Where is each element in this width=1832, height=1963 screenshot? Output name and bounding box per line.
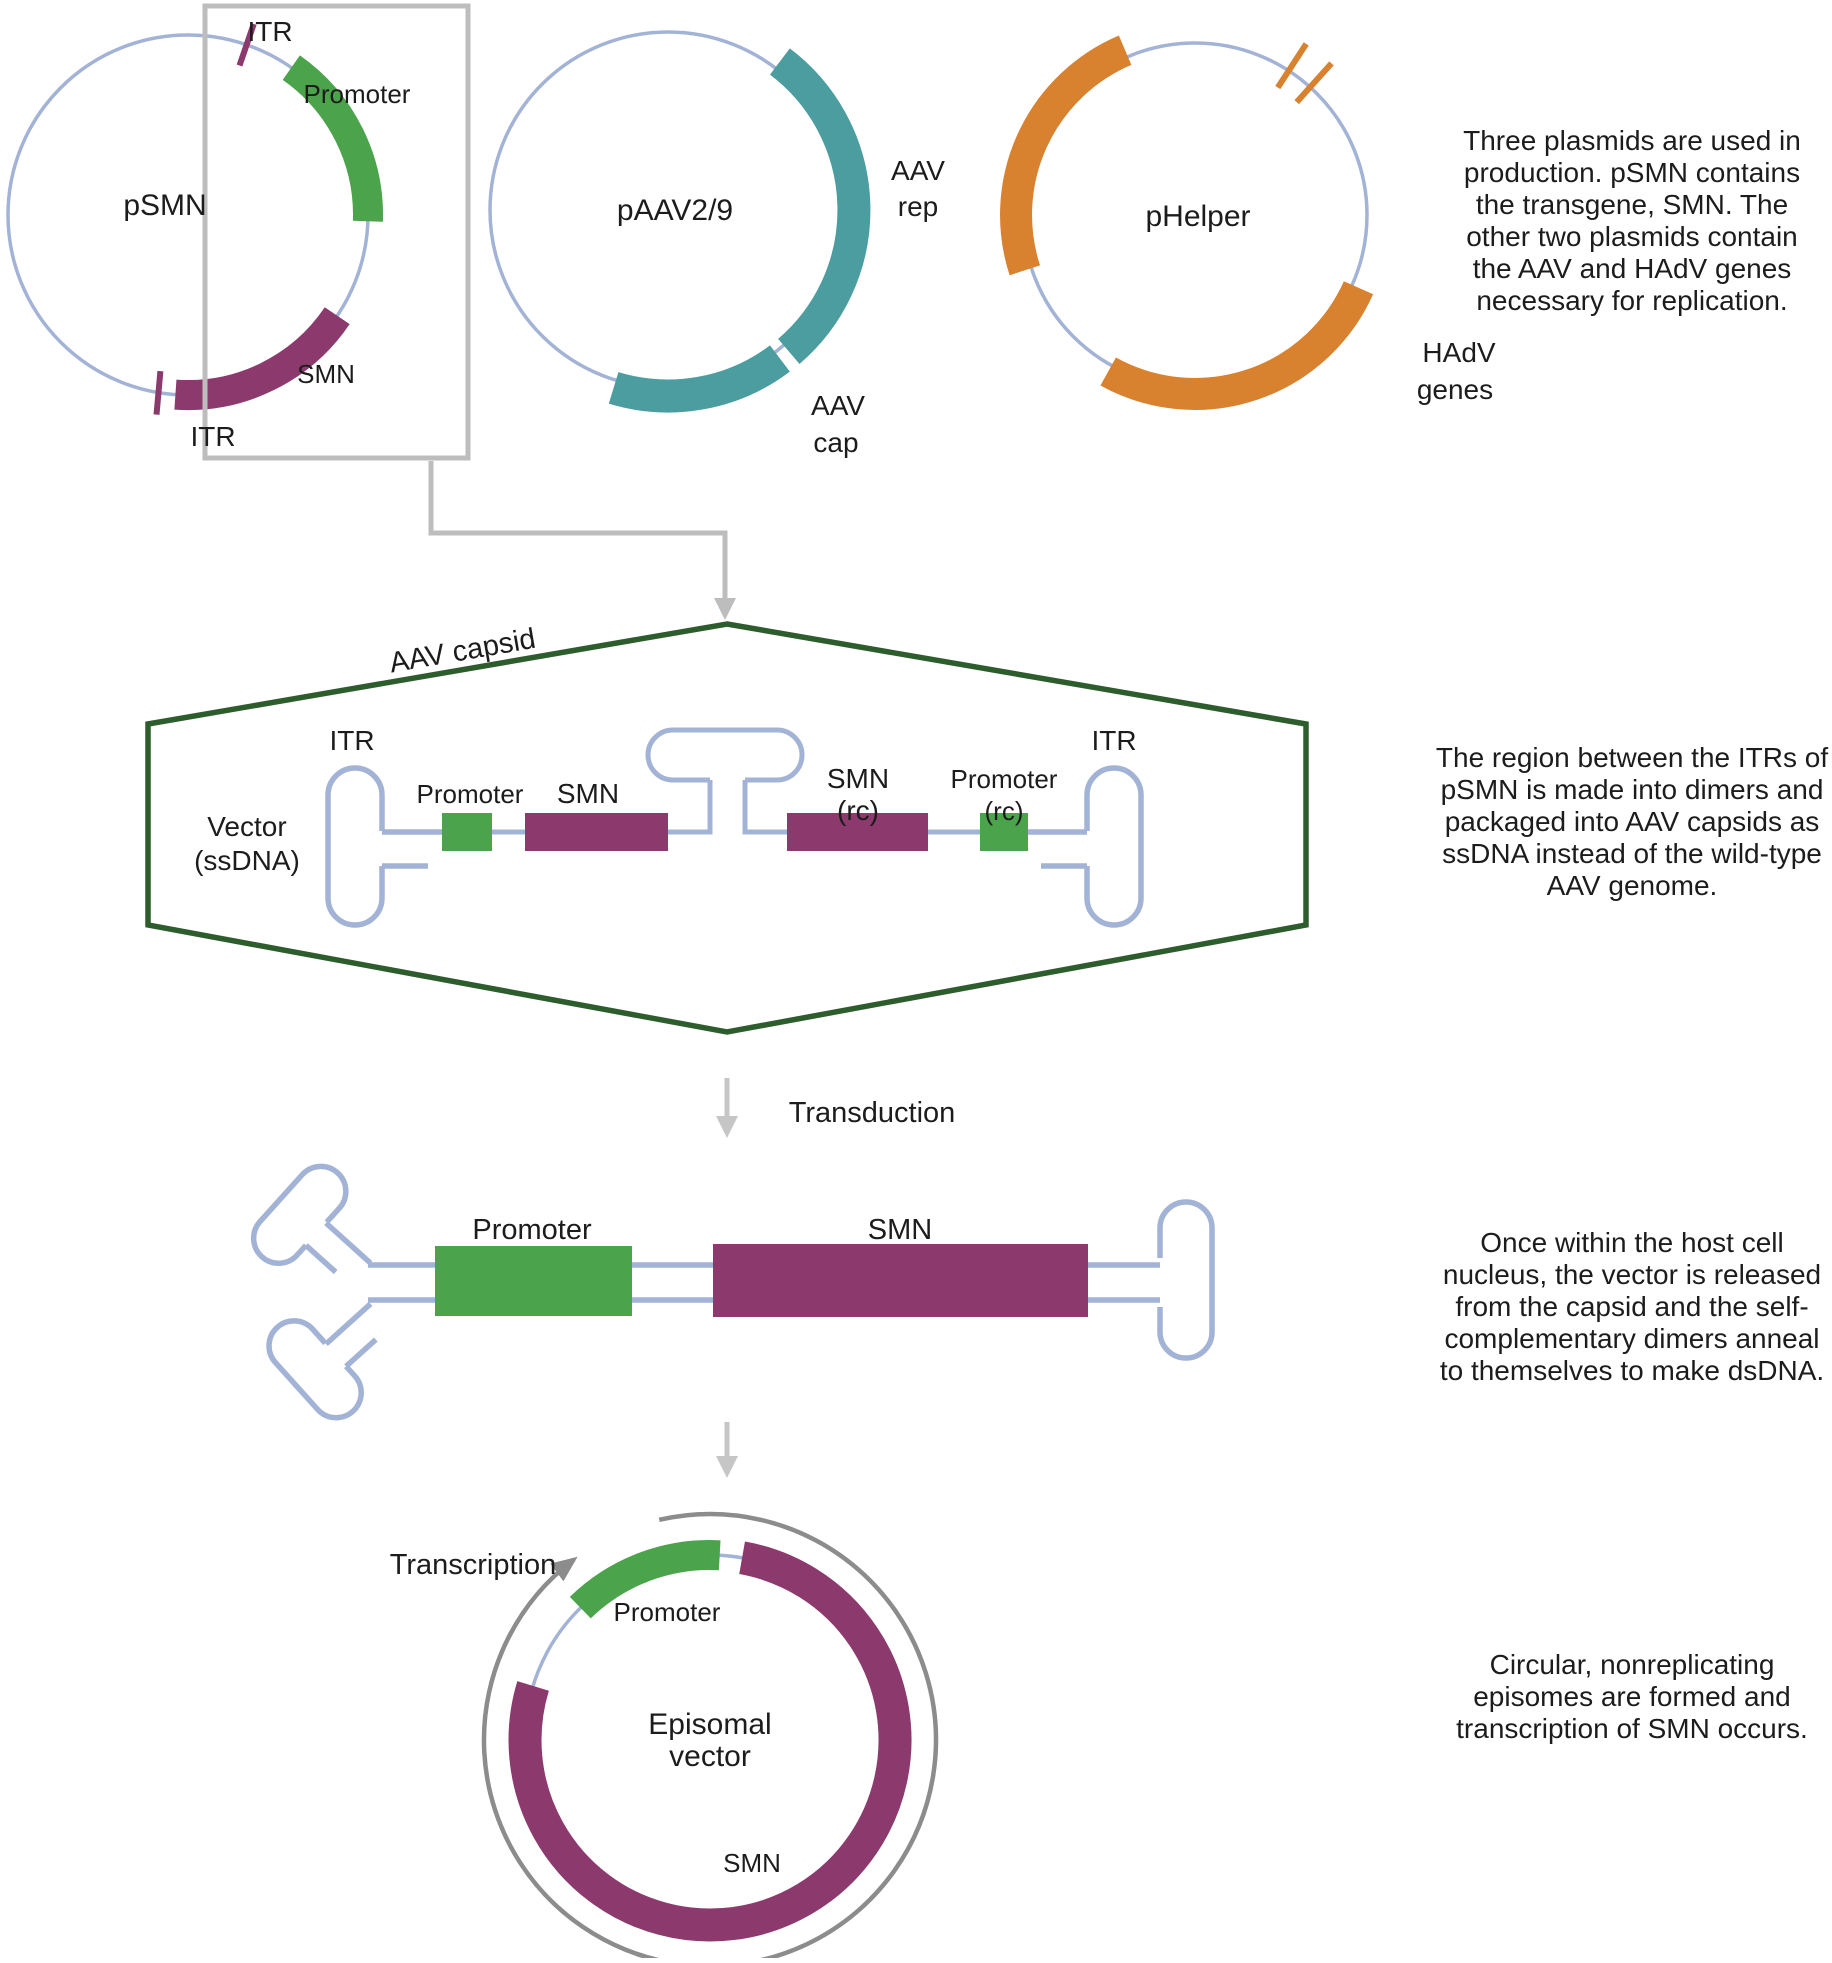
hadv-arc-right	[1108, 288, 1358, 394]
episome-center-label-line2: vector	[669, 1740, 751, 1773]
aav-cap-label-line1: AAV	[811, 390, 865, 421]
plasmid-psmn	[8, 6, 468, 458]
transcription-label: Transcription	[389, 1549, 557, 1581]
capsid-promoter-label: Promoter	[416, 779, 524, 809]
episome-promoter-label: Promoter	[613, 1597, 721, 1627]
capsid-promoter-rc-label-line2: (rc)	[984, 796, 1024, 826]
transduction-label: Transduction	[788, 1097, 956, 1129]
caption-line: nucleus, the vector is released	[1442, 1259, 1822, 1290]
dsdna-smn-label: SMN	[867, 1214, 933, 1246]
caption-line: the transgene, SMN. The	[1475, 189, 1789, 220]
episome-center-label-line1: Episomal	[648, 1708, 772, 1741]
plasmid-paav29	[490, 32, 945, 458]
packaging-arrow-line	[431, 461, 725, 600]
paav29-label: pAAV2/9	[616, 194, 734, 227]
aav-capsid	[148, 623, 1306, 1032]
psmn-itr-bottom-label: ITR	[190, 421, 236, 452]
aav-cap-label-line2: cap	[813, 427, 859, 458]
caption-line: pSMN is made into dimers and	[1440, 774, 1824, 805]
caption-line: the AAV and HAdV genes	[1472, 253, 1792, 284]
caption-line: Once within the host cell	[1480, 1227, 1784, 1258]
capsid-promoter-box	[442, 813, 492, 851]
caption-line: Three plasmids are used in	[1463, 125, 1801, 156]
caption-plasmids	[1432, 125, 1832, 317]
vector-label-line2: (ssDNA)	[194, 845, 300, 876]
ssdna-segment-2	[668, 780, 710, 832]
phelper-label: pHelper	[1145, 200, 1251, 233]
dsdna-itr-right	[1160, 1202, 1212, 1358]
caption-line: necessary for replication.	[1476, 285, 1788, 316]
aav-rep-arc	[780, 62, 854, 352]
packaging-arrow-head-icon	[714, 598, 736, 620]
caption-line: Circular, nonreplicating	[1489, 1649, 1775, 1680]
transduction-arrow-head-icon	[716, 1116, 738, 1138]
caption-line: to themselves to make dsDNA.	[1439, 1355, 1825, 1386]
caption-line: ssDNA instead of the wild-type	[1442, 838, 1822, 869]
caption-line: from the capsid and the self-	[1455, 1291, 1809, 1322]
psmn-promoter-label: Promoter	[303, 79, 411, 109]
psmn-label: pSMN	[123, 189, 207, 222]
psmn-itr-top-label: ITR	[247, 16, 293, 47]
ssdna-segment-3	[745, 780, 787, 832]
transduction-step	[716, 1078, 955, 1138]
capsid-smn-rc-label-line2: (rc)	[837, 795, 879, 826]
caption-line: complementary dimers anneal	[1444, 1323, 1820, 1354]
caption-line: other two plasmids contain	[1466, 221, 1798, 252]
caption-line: transcription of SMN occurs.	[1456, 1713, 1808, 1744]
packaging-arrow	[431, 461, 736, 620]
capsid-itr-right-label: ITR	[1091, 725, 1137, 756]
helper-tick-2	[1297, 63, 1332, 102]
hadv-label-line1: HAdV	[1422, 337, 1496, 368]
plasmid-phelper	[1016, 43, 1496, 405]
capsid-smn-box	[525, 813, 668, 851]
episome-arrow-head-icon	[716, 1456, 738, 1478]
episome-formation-arrow	[716, 1422, 738, 1478]
hadv-arc-left	[1016, 50, 1125, 270]
dsdna-itr-top-left	[243, 1156, 400, 1314]
episome-smn-label: SMN	[723, 1848, 781, 1878]
aav-rep-label-line2: rep	[897, 191, 939, 222]
capsid-smn-rc-label-line1: SMN	[826, 763, 890, 794]
hadv-label-line2: genes	[1416, 374, 1494, 405]
vector-label-line1: Vector	[207, 811, 287, 842]
episomal-vector	[390, 1514, 936, 1958]
caption-line: production. pSMN contains	[1463, 157, 1801, 188]
caption-line: AAV genome.	[1546, 870, 1718, 901]
caption-transduction	[1432, 1227, 1832, 1387]
dsdna-promoter-label: Promoter	[472, 1214, 592, 1246]
caption-packaging	[1432, 742, 1832, 902]
caption-line: The region between the ITRs of	[1435, 742, 1829, 773]
capsid-promoter-rc-label-line1: Promoter	[950, 764, 1058, 794]
caption-line: packaged into AAV capsids as	[1444, 806, 1820, 837]
dimer-junction-loop	[648, 730, 802, 780]
capsid-itr-left-label: ITR	[329, 725, 375, 756]
dsdna-itr-bottom-left	[259, 1270, 416, 1428]
caption-episome	[1432, 1649, 1832, 1745]
aav-cap-arc	[614, 359, 780, 397]
dsdna-smn-box	[713, 1244, 1088, 1317]
dsdna-promoter-box	[435, 1246, 632, 1316]
aav-rep-label-line1: AAV	[891, 155, 945, 186]
capsid-smn-label: SMN	[556, 778, 620, 809]
capsid-hexagon	[148, 624, 1306, 1032]
capsid-title: AAV capsid	[386, 622, 538, 680]
caption-line: episomes are formed and	[1473, 1681, 1791, 1712]
psmn-smn-label: SMN	[297, 359, 355, 389]
dsdna-vector	[243, 1156, 1212, 1428]
itr-tick-bottom	[157, 371, 161, 415]
